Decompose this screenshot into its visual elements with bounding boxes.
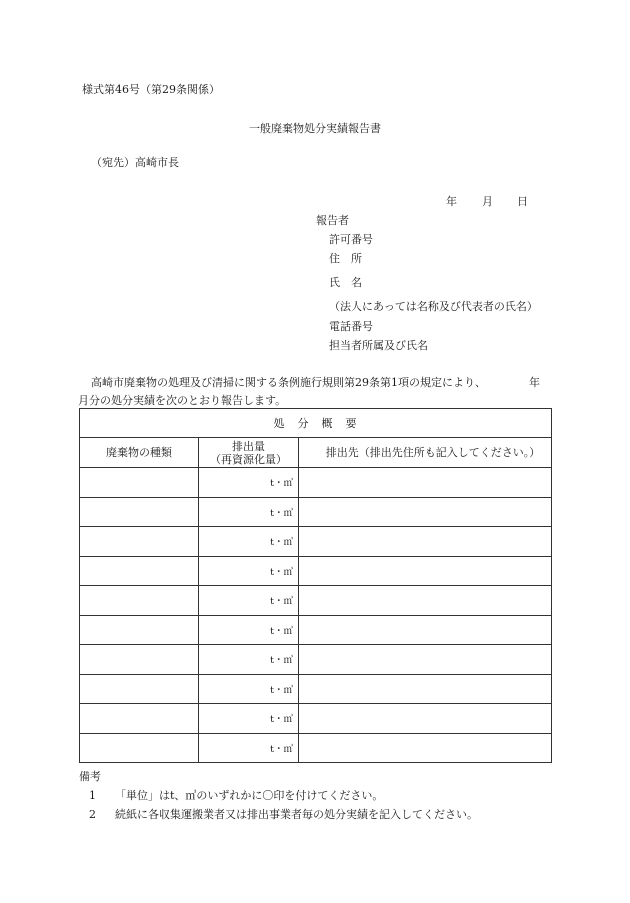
intro-text-line2: 月分の処分実績を次のとおり報告します。 — [78, 394, 287, 407]
destination-cell[interactable] — [299, 586, 552, 616]
intro-year-label: 年 — [529, 376, 540, 389]
destination-cell[interactable] — [299, 704, 552, 734]
contact-person-label: 担当者所属及び氏名 — [329, 339, 428, 352]
address-label: 住 所 — [329, 252, 362, 265]
table-row — [80, 556, 552, 586]
destination-cell[interactable] — [299, 645, 552, 675]
amount-cell[interactable]: t・㎥ — [199, 556, 299, 586]
table-row — [80, 615, 552, 645]
destination-cell[interactable] — [299, 733, 552, 763]
column-header-amount — [199, 438, 299, 468]
phone-label: 電話番号 — [329, 320, 373, 333]
addressee: （宛先）高崎市長 — [91, 156, 179, 169]
table-title: 処 分 概 要 — [80, 409, 552, 438]
table-body — [80, 468, 552, 763]
destination-cell[interactable] — [299, 615, 552, 645]
destination-cell[interactable] — [299, 556, 552, 586]
table-row — [80, 468, 552, 498]
table-row — [80, 527, 552, 557]
notes-label: 備考 — [79, 770, 101, 783]
table-row — [80, 645, 552, 675]
waste-type-cell[interactable] — [80, 497, 199, 527]
amount-cell[interactable]: t・㎥ — [199, 733, 299, 763]
table-row — [80, 733, 552, 763]
document-title: 一般廃棄物処分実績報告書 — [249, 122, 381, 135]
note-number: 1 — [89, 789, 96, 802]
column-header-waste-type: 廃棄物の種類 — [80, 438, 199, 468]
amount-cell[interactable]: t・㎥ — [199, 645, 299, 675]
table-row — [80, 497, 552, 527]
column-header-destination: 排出先（排出先住所も記入してください。） — [299, 438, 552, 468]
destination-cell[interactable] — [299, 497, 552, 527]
intro-text-line1: 高崎市廃棄物の処理及び清掃に関する条例施行規則第29条第1項の規定により、 — [91, 376, 486, 389]
note-text: 続紙に各収集運搬業者又は排出事業者毎の処分実績を記入してください。 — [115, 808, 478, 821]
amount-cell[interactable]: t・㎥ — [199, 674, 299, 704]
note-number: 2 — [89, 808, 96, 821]
waste-type-cell[interactable] — [80, 586, 199, 616]
waste-type-cell[interactable] — [80, 674, 199, 704]
amount-cell[interactable]: t・㎥ — [199, 586, 299, 616]
destination-cell[interactable] — [299, 527, 552, 557]
amount-cell[interactable]: t・㎥ — [199, 497, 299, 527]
waste-type-cell[interactable] — [80, 556, 199, 586]
column-header-amount-label: 排出量 — [232, 439, 265, 453]
waste-type-cell[interactable] — [80, 704, 199, 734]
waste-type-cell[interactable] — [80, 527, 199, 557]
date-month-label: 月 — [482, 195, 493, 208]
amount-cell[interactable]: t・㎥ — [199, 704, 299, 734]
destination-cell[interactable] — [299, 674, 552, 704]
waste-type-cell[interactable] — [80, 645, 199, 675]
amount-cell[interactable]: t・㎥ — [199, 468, 299, 498]
name-label: 氏 名 — [329, 276, 362, 289]
note-text: 「単位」はt、㎥のいずれかに〇印を付けてください。 — [115, 789, 384, 802]
note-item — [89, 806, 478, 822]
waste-type-cell[interactable] — [80, 733, 199, 763]
waste-type-cell[interactable] — [80, 468, 199, 498]
permit-number-label: 許可番号 — [329, 233, 373, 246]
form-number: 様式第46号（第29条関係） — [82, 83, 220, 96]
table-row — [80, 674, 552, 704]
reporter-label: 報告者 — [316, 214, 349, 227]
disposal-summary-table — [79, 408, 552, 763]
note-item — [89, 787, 383, 803]
corporate-note: （法人にあっては名称及び代表者の氏名） — [329, 300, 538, 313]
date-day-label: 日 — [517, 195, 528, 208]
column-header-amount-sub: （再資源化量） — [210, 452, 287, 466]
amount-cell[interactable]: t・㎥ — [199, 615, 299, 645]
amount-cell[interactable]: t・㎥ — [199, 527, 299, 557]
table-row — [80, 704, 552, 734]
date-year-label: 年 — [446, 195, 457, 208]
destination-cell[interactable] — [299, 468, 552, 498]
waste-type-cell[interactable] — [80, 615, 199, 645]
table-row — [80, 586, 552, 616]
